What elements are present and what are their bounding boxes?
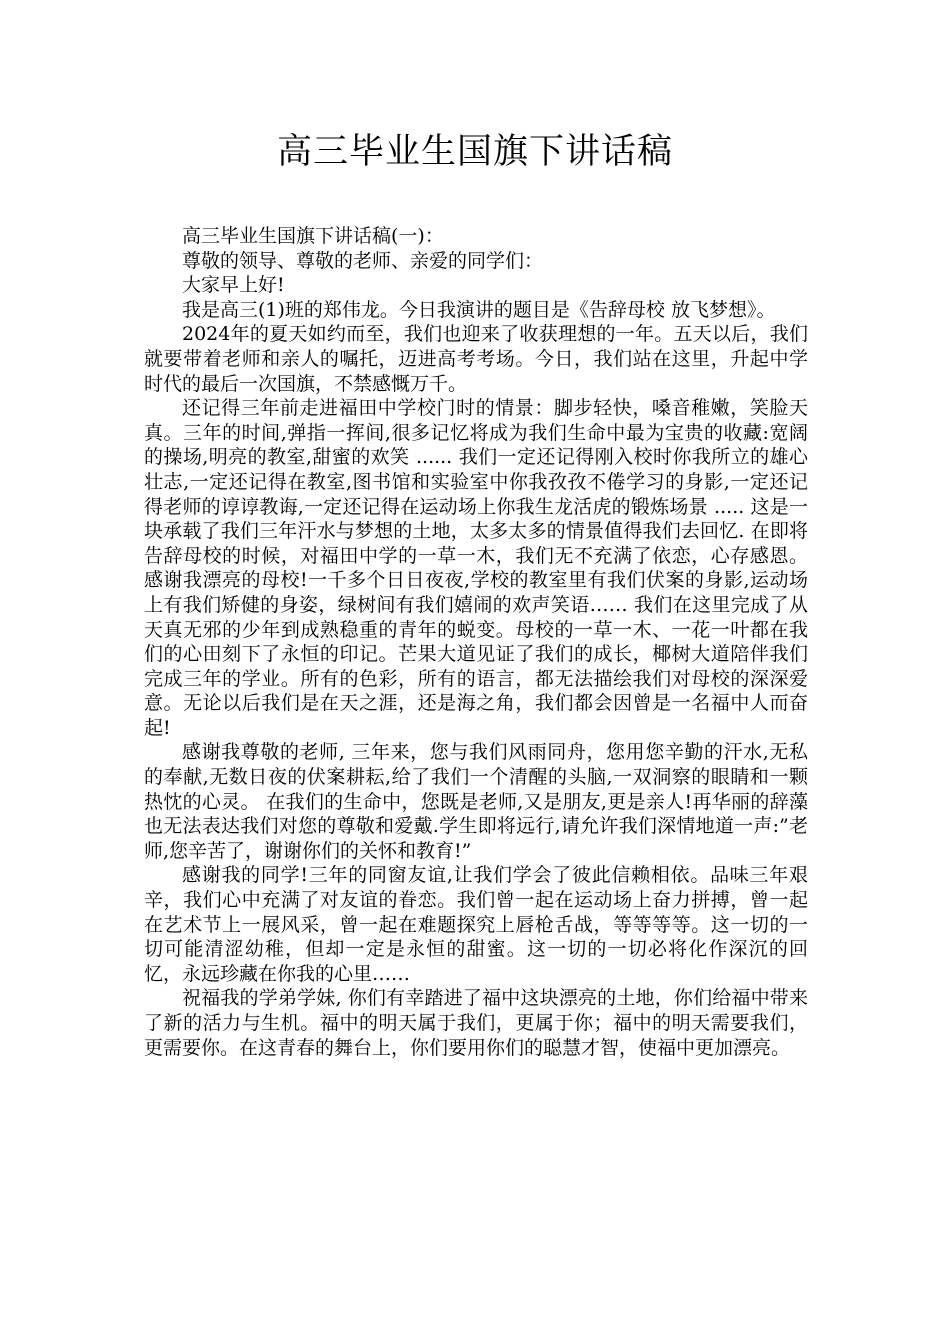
document-title: 高三毕业生国旗下讲话稿	[276, 132, 673, 172]
paragraph-school-memories: 还记得三年前走进福田中学校门时的情景：脚步轻快，嗓音稚嫩，笑脸天真。三年的时间,弹指一挥间,很多记忆将成为我们生命中最为宝贵的收藏:宽阔的操场,明亮的教室,甜蜜的欢笑 ...... 我们一定还记得刚入校时你我所立的雄心壮志,一定还记得在教室,图书馆和实验室中你我孜孜不倦学习的身影,一定还记得老师的谆谆教诲,一定还记得在运动场上你我生龙活虎的锻炼场景 ..... 这是一块承载了我们三年汗水与梦想的土地，太多太多的情景值得我们去回忆. 在即将告辞母校的时候，对福田中学的一草一木，我们无不充满了依恋，心存感恩。 感谢我漂亮的母校!一千多个日日夜夜,学校的教室里有我们伏案的身影,运动场上有我们矫健的身姿，绿树间有我们嬉闹的欢声笑语…… 我们在这里完成了从天真无邪的少年到成熟稳重的青年的蜕变。母校的一草一木、一花一叶都在我们的心田刻下了永恒的印记。芒果大道见证了我们的成长，椰树大道陪伴我们完成三年的学业。所有的色彩，所有的语言，都无法描绘我们对母校的深深爱意。无论以后我们是在天之涯，还是海之角，我们都会因曾是一名福中人而奋起!	[144, 397, 808, 739]
paragraph-intro: 我是高三(1)班的郑伟龙。今日我演讲的题目是《告辞母校 放飞梦想》。	[182, 298, 776, 321]
paragraph-blessing-juniors: 祝福我的学弟学妹, 你们有幸踏进了福中这块漂亮的土地，你们给福中带来了新的活力与生机。福中的明天属于我们，更属于你；福中的明天需要我们，更需要你。在这青春的舞台上，你们要用你们的聪慧才智，使福中更加漂亮。	[144, 987, 808, 1059]
paragraph-thanks-teachers: 感谢我尊敬的老师, 三年来，您与我们风雨同舟，您用您辛勤的汗水,无私的奉献,无数日夜的伏案耕耘,给了我们一个清醒的头脑,一双洞察的眼睛和一颗热忱的心灵。 在我们的生命中，您既是老师,又是朋友,更是亲人!再华丽的辞藻也无法表达我们对您的尊敬和爱戴.学生即将远行,请允许我们深情地道一声:”老师,您辛苦了，谢谢你们的关怀和教育!”	[144, 741, 808, 862]
document-body	[144, 224, 808, 1060]
paragraph-greeting: 大家早上好!	[182, 274, 285, 297]
paragraph-thanks-classmates: 感谢我的同学!三年的同窗友谊,让我们学会了彼此信赖相依。品味三年艰辛，我们心中充满了对友谊的眷恋。我们曾一起在运动场上奋力拼搏，曾一起在艺术节上一展风采，曾一起在难题探究上唇枪舌战，等等等等。这一切的一切可能清涩幼稚，但却一定是永恒的甜蜜。这一切的一切必将化作深沉的回忆，永远珍藏在你我的心里……	[144, 864, 808, 985]
paragraph-heading: 高三毕业生国旗下讲话稿(一)：	[182, 225, 444, 247]
paragraph-summer: 2024年的夏天如约而至，我们也迎来了收获理想的一年。五天以后，我们就要带着老师和亲人的嘱托，迈进高考考场。今日，我们站在这里，升起中学时代的最后一次国旗，不禁感慨万千。	[144, 323, 808, 395]
paragraph-salutation: 尊敬的领导、尊敬的老师、亲爱的同学们：	[182, 249, 544, 272]
